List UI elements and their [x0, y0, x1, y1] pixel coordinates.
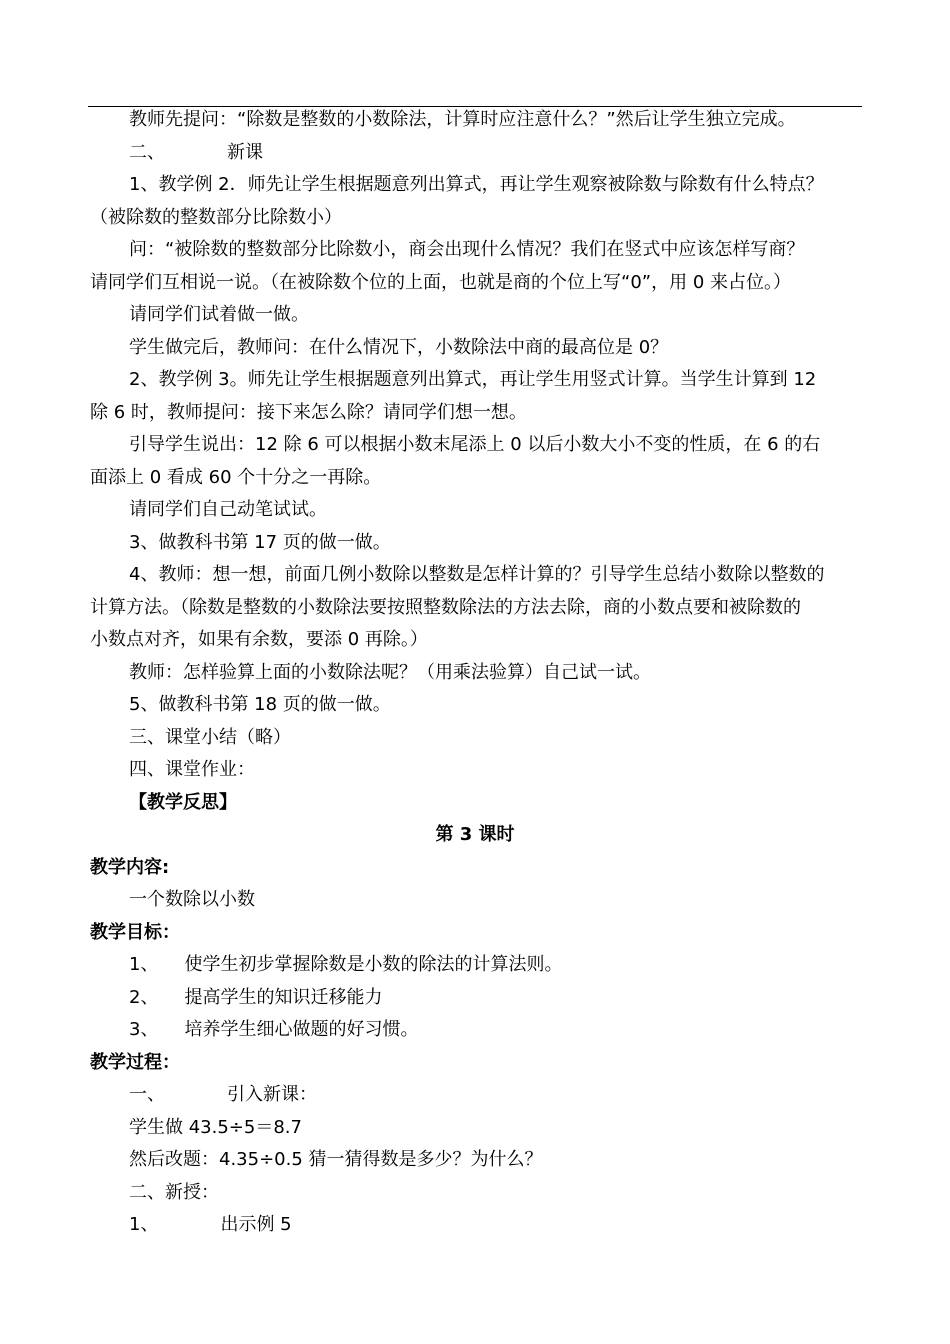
- text-line: 面添上 0 看成 60 个十分之一再除。: [90, 466, 382, 488]
- paragraph: [90, 494, 860, 527]
- list-text: 使学生初步掌握除数是小数的除法的计算法则。: [184, 954, 563, 975]
- lesson-title: [90, 819, 860, 852]
- paragraph: [90, 884, 860, 917]
- text-line: 四、课堂作业：: [129, 759, 255, 780]
- paragraph: [90, 332, 860, 365]
- paragraph: [90, 689, 860, 722]
- text-line: 第 3 课时: [435, 824, 515, 845]
- paragraph: [90, 559, 860, 592]
- paragraph: [90, 1144, 860, 1177]
- list-number: 1、: [129, 954, 159, 975]
- text-line: 4、教师：想一想，前面几例小数除以整数是怎样计算的？引导学生总结小数除以整数的: [129, 564, 825, 585]
- section-heading: [90, 137, 860, 170]
- section-heading: [90, 1079, 860, 1112]
- text-line: 三、课堂小结（略）: [129, 726, 291, 748]
- section-number: 二、: [129, 141, 165, 163]
- document-body: [90, 104, 860, 1242]
- text-line: （被除数的整数部分比除数小）: [90, 206, 342, 228]
- text-line: 学生做 43.5÷5＝8.7: [129, 1116, 302, 1138]
- text-line: 教学目标：: [90, 921, 180, 943]
- text-line: 除 6 时，教师提问：接下来怎么除？请同学们想一想。: [90, 401, 527, 423]
- text-line: 然后改题：4.35÷0.5 猜一猜得数是多少？为什么？: [129, 1149, 543, 1170]
- paragraph: [90, 104, 860, 137]
- text-line: 教学过程：: [90, 1051, 180, 1073]
- paragraph: [90, 722, 860, 755]
- text-line: 学生做完后，教师问：在什么情况下，小数除法中商的最高位是 0？: [129, 336, 669, 358]
- section-number: 一、: [129, 1084, 165, 1105]
- text-line: 请同学们试着做一做。: [129, 304, 309, 325]
- list-text: 出示例 5: [220, 1214, 292, 1235]
- list-text: 提高学生的知识迁移能力: [184, 986, 383, 1008]
- paragraph: [90, 592, 860, 625]
- paragraph: [90, 527, 860, 560]
- paragraph: [90, 429, 860, 462]
- section-title: 新课: [227, 141, 263, 163]
- text-line: 计算方法。（除数是整数的小数除法要按照整数除法的方法去除，商的小数点要和被除数的: [90, 596, 801, 618]
- list-text: 培养学生细心做题的好习惯。: [184, 1019, 419, 1040]
- list-number: 3、: [129, 1019, 159, 1040]
- list-item: [90, 1014, 860, 1047]
- paragraph: [90, 397, 860, 430]
- process-heading: [90, 1047, 860, 1080]
- paragraph: [90, 234, 860, 267]
- text-line: 【教学反思】: [129, 791, 237, 813]
- paragraph: [90, 1112, 860, 1145]
- list-item: [90, 949, 860, 982]
- paragraph: [90, 169, 860, 202]
- text-line: 问：“被除数的整数部分比除数小，商会出现什么情况？我们在竖式中应该怎样写商？: [129, 239, 805, 260]
- text-line: 教学内容:: [90, 856, 170, 878]
- paragraph: [90, 462, 860, 495]
- text-line: 3、做教科书第 17 页的做一做。: [129, 531, 391, 553]
- text-line: 教师先提问：“除数是整数的小数除法，计算时应注意什么？”然后让学生独立完成。: [129, 109, 796, 130]
- paragraph: [90, 364, 860, 397]
- text-line: 小数点对齐，如果有余数，要添 0 再除。）: [90, 629, 428, 650]
- text-line: 教师：怎样验算上面的小数除法呢？（用乘法验算）自己试一试。: [129, 661, 651, 683]
- list-number: 2、: [129, 986, 159, 1008]
- paragraph: [90, 657, 860, 690]
- text-line: 二、新授：: [129, 1181, 219, 1203]
- paragraph: [90, 754, 860, 787]
- paragraph: [90, 624, 860, 657]
- list-item: [90, 1209, 860, 1242]
- paragraph: [90, 299, 860, 332]
- list-number: 1、: [129, 1214, 159, 1235]
- goals-heading: [90, 917, 860, 950]
- list-item: [90, 982, 860, 1015]
- reflection-heading: [90, 787, 860, 820]
- text-line: 一个数除以小数: [129, 889, 255, 910]
- content-heading: [90, 852, 860, 885]
- section-title: 引入新课：: [227, 1084, 317, 1105]
- text-line: 5、做教科书第 18 页的做一做。: [129, 694, 391, 715]
- text-line: 请同学们互相说一说。（在被除数个位的上面，也就是商的个位上写“0”，用 0 来占位。）: [90, 271, 791, 293]
- text-line: 1、教学例 2．师先让学生根据题意列出算式，再让学生观察被除数与除数有什么特点？: [129, 174, 824, 195]
- text-line: 2、教学例 3。师先让学生根据题意列出算式，再让学生用竖式计算。当学生计算到 12: [129, 369, 817, 390]
- text-line: 请同学们自己动笔试试。: [129, 499, 327, 520]
- text-line: 引导学生说出：12 除 6 可以根据小数末尾添上 0 以后小数大小不变的性质，在 6 的右: [129, 434, 821, 455]
- paragraph: [90, 202, 860, 235]
- paragraph: [90, 1177, 860, 1210]
- paragraph: [90, 267, 860, 300]
